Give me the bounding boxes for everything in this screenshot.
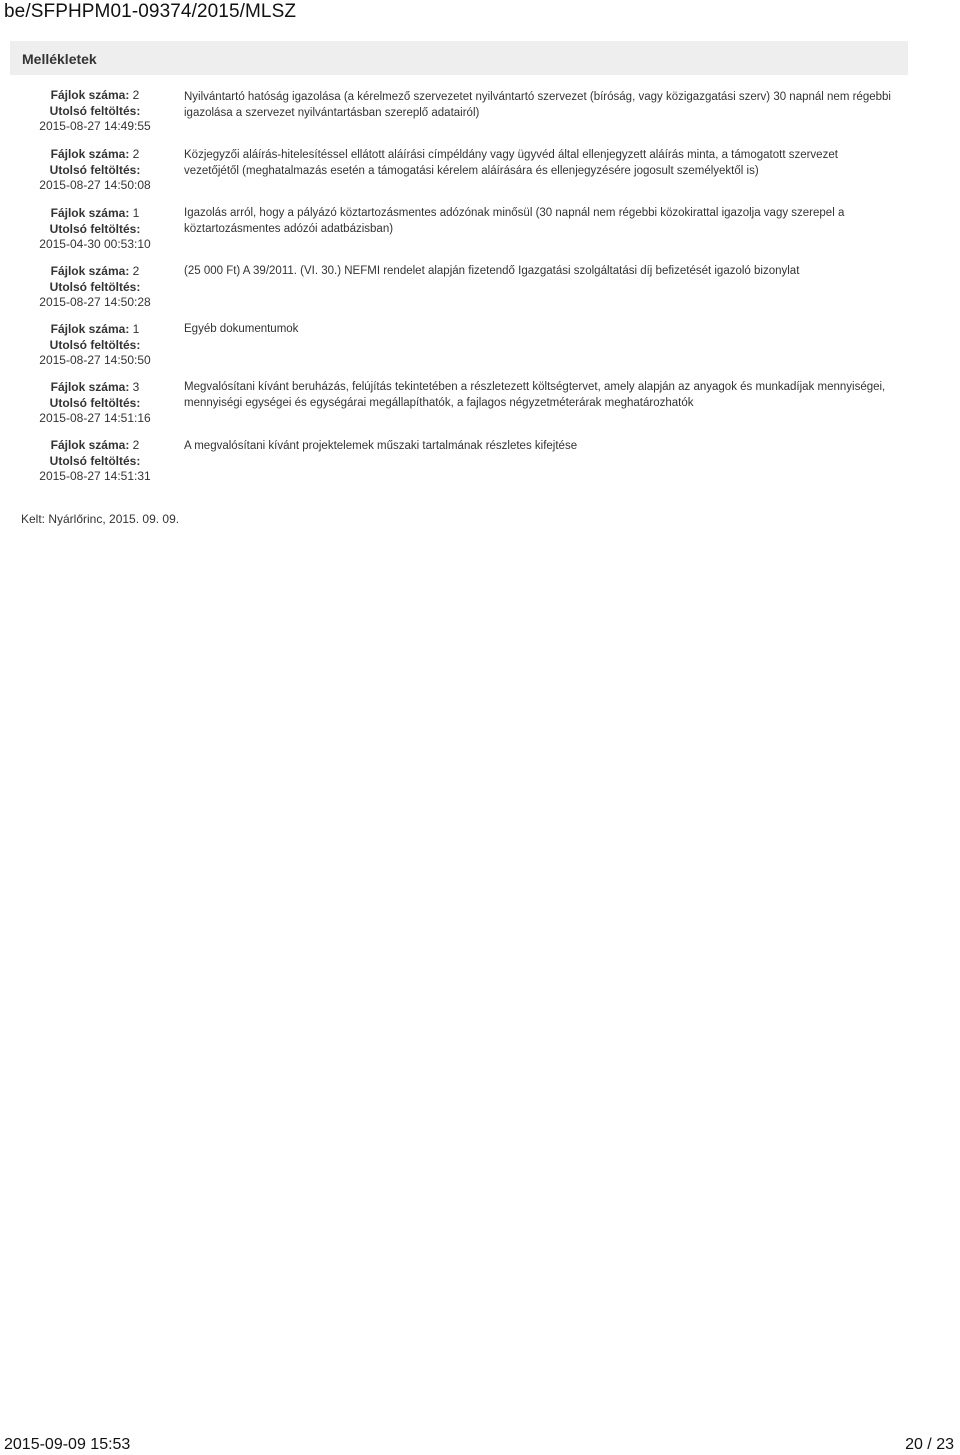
footer-date: 2015-09-09 15:53 (4, 1436, 131, 1453)
file-count-value: 2 (132, 88, 140, 102)
last-upload-value: 2015-08-27 14:50:08 (39, 178, 151, 192)
last-upload-label: Utolsó feltöltés: (49, 162, 141, 177)
attachment-meta (20, 147, 170, 194)
last-upload-value: 2015-08-27 14:50:50 (39, 353, 151, 367)
file-count-label: Fájlok száma: (50, 88, 130, 102)
last-upload-value: 2015-04-30 00:53:10 (39, 237, 151, 251)
last-upload-value: 2015-08-27 14:49:55 (39, 119, 151, 133)
file-count-label: Fájlok száma: (50, 147, 130, 161)
file-count-line (20, 147, 170, 163)
attachment-meta (20, 264, 170, 311)
last-upload-value: 2015-08-27 14:51:31 (39, 469, 151, 483)
last-upload-label: Utolsó feltöltés: (49, 221, 141, 236)
file-count-line (20, 380, 170, 396)
file-count-value: 2 (132, 264, 140, 278)
attachment-meta (20, 438, 170, 485)
file-count-value: 3 (132, 380, 140, 394)
last-upload-label: Utolsó feltöltés: (49, 453, 141, 468)
attachment-description: Közjegyzői aláírás-hitelesítéssel ellátott aláírási címpéldány vagy ügyvéd által ellenjegyzett aláírás minta, a támogatott szervezet vezetőjétől (meghatalmazás esetén a támogatási kérelem aláírására és ellenjegyzésére jogosult személyektől is) (184, 149, 838, 177)
attachment-description: Igazolás arról, hogy a pályázó köztartozásmentes adózónak minősül (30 napnál nem régebbi közokirattal igazolja vagy szerepel a köztartozásmentes adózói adatbázisban) (184, 207, 845, 235)
file-count-value: 2 (132, 147, 140, 161)
attachment-description: A megvalósítani kívánt projektelemek műszaki tartalmának részletes kifejtése (184, 440, 578, 452)
file-count-label: Fájlok száma: (50, 322, 130, 336)
file-count-line (20, 206, 170, 222)
footer-page-number: 20 / 23 (905, 1436, 954, 1453)
file-count-label: Fájlok száma: (50, 264, 130, 278)
attachment-meta (20, 380, 170, 427)
document-id: be/SFPHPM01-09374/2015/MLSZ (4, 1, 297, 22)
file-count-line (20, 322, 170, 338)
attachment-meta (20, 206, 170, 253)
file-count-label: Fájlok száma: (50, 438, 130, 452)
file-count-value: 2 (132, 438, 140, 452)
file-count-value: 1 (132, 206, 140, 220)
attachment-description: Megvalósítani kívánt beruházás, felújítás tekintetében a részletezett költségtervet, amely alapján az anyagok és munkadíjak mennyiségei, mennyiségi egységei és egységárai megállapíthatók, a fajlagos négyzetméterárak meghatározhatók (184, 381, 886, 409)
attachment-meta (20, 322, 170, 369)
file-count-line (20, 438, 170, 454)
section-title-attachments: Mellékletek (10, 41, 908, 75)
attachment-description: (25 000 Ft) A 39/2011. (VI. 30.) NEFMI rendelet alapján fizetendő Igazgatási szolgáltatási díj befizetését igazoló bizonylat (184, 265, 800, 277)
file-count-value: 1 (132, 322, 140, 336)
last-upload-label: Utolsó feltöltés: (49, 279, 141, 294)
last-upload-value: 2015-08-27 14:50:28 (39, 295, 151, 309)
last-upload-label: Utolsó feltöltés: (49, 337, 141, 352)
file-count-line (20, 264, 170, 280)
last-upload-label: Utolsó feltöltés: (49, 103, 141, 118)
signing-place-date: Kelt: Nyárlőrinc, 2015. 09. 09. (21, 512, 180, 526)
file-count-label: Fájlok száma: (50, 206, 130, 220)
last-upload-value: 2015-08-27 14:51:16 (39, 411, 151, 425)
attachment-meta (20, 88, 170, 135)
file-count-label: Fájlok száma: (50, 380, 130, 394)
file-count-line (20, 88, 170, 104)
attachment-description: Nyilvántartó hatóság igazolása (a kérelmező szervezetet nyilvántartó szervezet (bíróság, vagy közigazgatási szerv) 30 napnál nem régebbi igazolása a szervezet nyilvántartásban szereplő adatairól) (184, 91, 891, 119)
attachment-description: Egyéb dokumentumok (184, 323, 299, 335)
last-upload-label: Utolsó feltöltés: (49, 395, 141, 410)
